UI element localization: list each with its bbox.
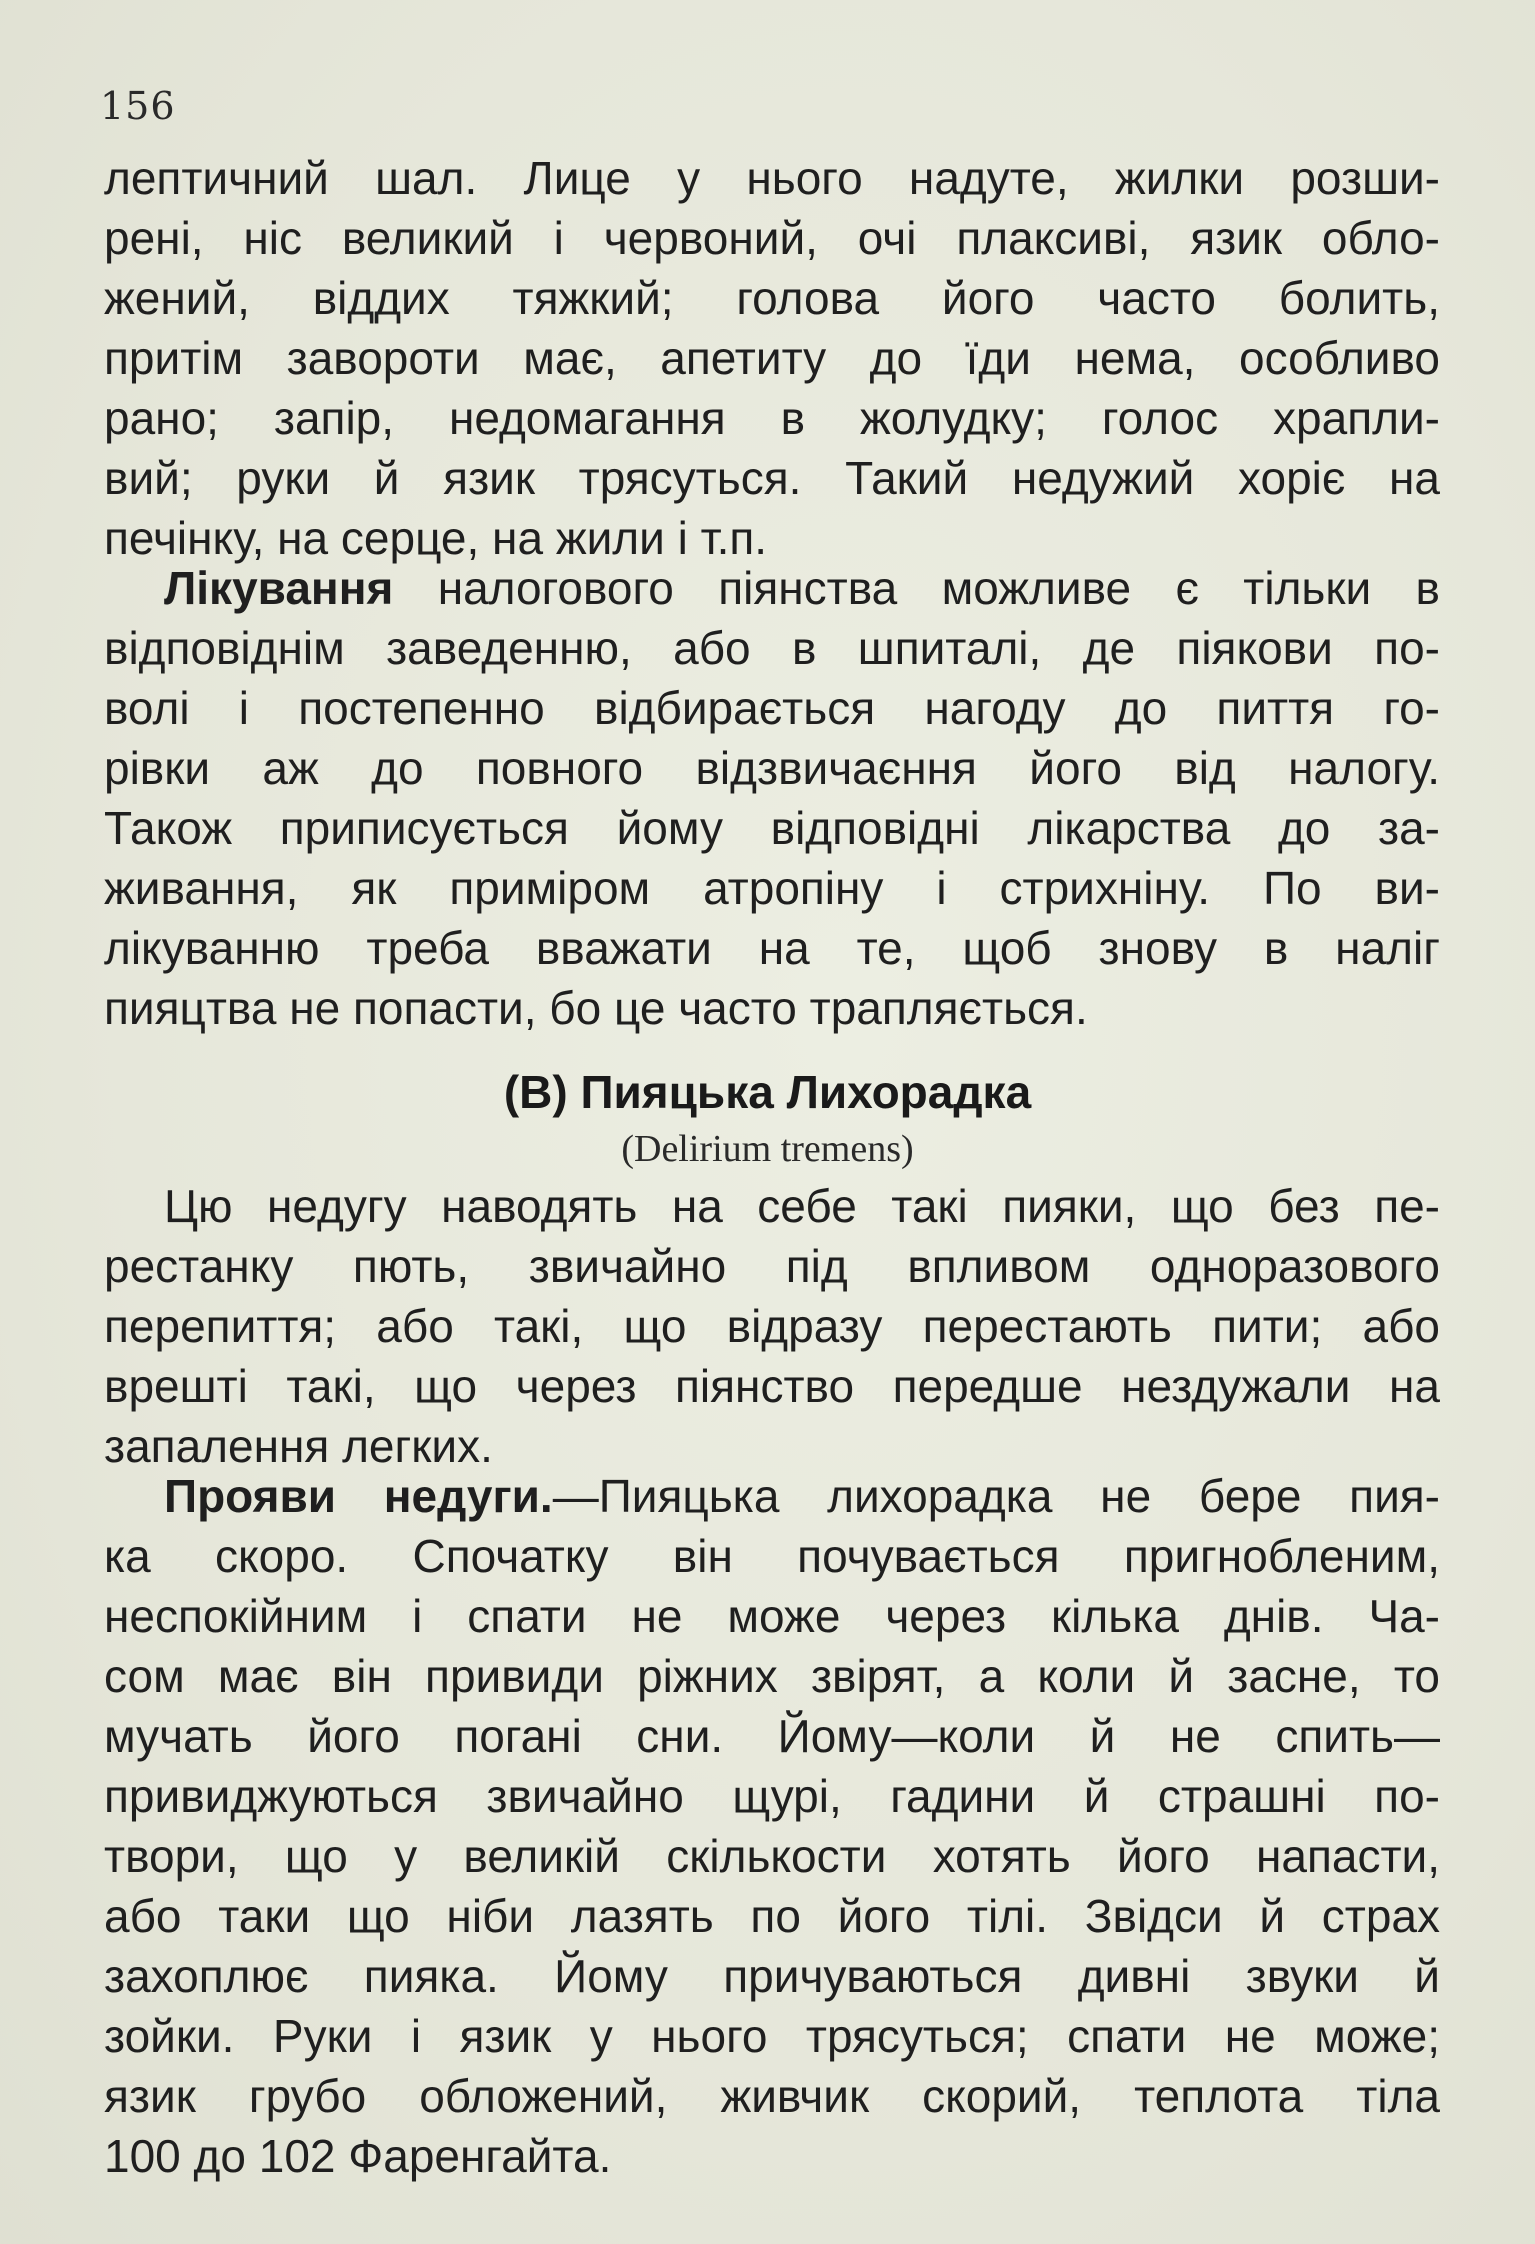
page-number: 156: [100, 84, 176, 128]
text-line: ка скоро. Спочатку він почувається пригнобленим,: [104, 1530, 1440, 1582]
text-line: неспокійним і спати не може через кілька днів. Ча-: [104, 1590, 1440, 1642]
text-line: або таки що ніби лазять по його тілі. Звідси й страх: [104, 1890, 1440, 1942]
text-line: язик грубо обложений, живчик скорий, теплота тіла: [104, 2070, 1440, 2122]
text-line: печінку, на серце, на жили і т.п.: [104, 512, 768, 564]
section-subheading: (Delirium tremens): [621, 1128, 914, 1170]
text-line: врешті такі, що через піянство передше нездужали на: [104, 1360, 1440, 1412]
text-line: живання, як приміром атропіну і стрихніну. По ви-: [104, 862, 1440, 914]
text-line: рестанку пють, звичайно під впливом одноразового: [104, 1240, 1440, 1292]
text-line: привиджуються звичайно щурі, гадини й страшні по-: [104, 1770, 1440, 1822]
text-line: запалення легких.: [104, 1420, 493, 1472]
text-line: 100 до 102 Фаренгайта.: [104, 2130, 612, 2182]
text-line: [104, 1466, 1440, 1526]
text-line: лептичний шал. Лице у нього надуте, жилки розши-: [104, 152, 1440, 204]
paragraph-symptoms-continued: [104, 148, 1440, 568]
treatment-lead: Лікування: [164, 562, 394, 614]
text-line: відповіднім заведенню, або в шпиталі, де піякови по-: [104, 622, 1440, 674]
text-line: вий; руки й язик трясуться. Такий недужий хоріє на: [104, 452, 1440, 504]
text-line: лікуванню треба вважати на те, щоб знову в наліг: [104, 922, 1440, 974]
text-line: зойки. Руки і язик у нього трясуться; спати не може;: [104, 2010, 1440, 2062]
treatment-lead-rest: налогового піянства можливе є тільки в: [393, 562, 1440, 614]
text-line: Також приписується йому відповідні лікарства до за-: [104, 802, 1440, 854]
text-line: пияцтва не попасти, бо це часто трапляється.: [104, 982, 1088, 1034]
paragraph-treatment: [104, 558, 1440, 1038]
text-line: притім завороти має, апетиту до їди нема, особливо: [104, 332, 1440, 384]
text-line: мучать його погані сни. Йому—коли й не спить—: [104, 1710, 1440, 1762]
text-line: твори, що у великій скількости хотять його напасти,: [104, 1830, 1440, 1882]
text-line: жений, віддих тяжкий; голова його часто болить,: [104, 272, 1440, 324]
text-line: рені, ніс великий і червоний, очі плаксиві, язик обло-: [104, 212, 1440, 264]
text-line: перепиття; або такі, що відразу перестають пити; або: [104, 1300, 1440, 1352]
text-line: волі і постепенно відбирається нагоду до пиття го-: [104, 682, 1440, 734]
paragraph-causes: [104, 1176, 1440, 1476]
text-line: сом має він привиди ріжних звірят, а коли й засне, то: [104, 1650, 1440, 1702]
text-line: Цю недугу наводять на себе такі пияки, що без пе-: [164, 1180, 1440, 1232]
paragraph-manifestations: [104, 1466, 1440, 2186]
section-heading: (B) Пияцька Лихорадка: [503, 1066, 1032, 1118]
text-line: рано; запір, недомагання в жолудку; голос храпли-: [104, 392, 1440, 444]
text-line: [104, 558, 1440, 618]
manifestations-lead-rest: —Пияцька лихорадка не бере пия-: [552, 1470, 1440, 1522]
text-line: рівки аж до повного відзвичаєння його від налогу.: [104, 742, 1440, 794]
text-line: захоплює пияка. Йому причуваються дивні звуки й: [104, 1950, 1440, 2002]
manifestations-lead: Прояви недуги.: [164, 1470, 553, 1522]
